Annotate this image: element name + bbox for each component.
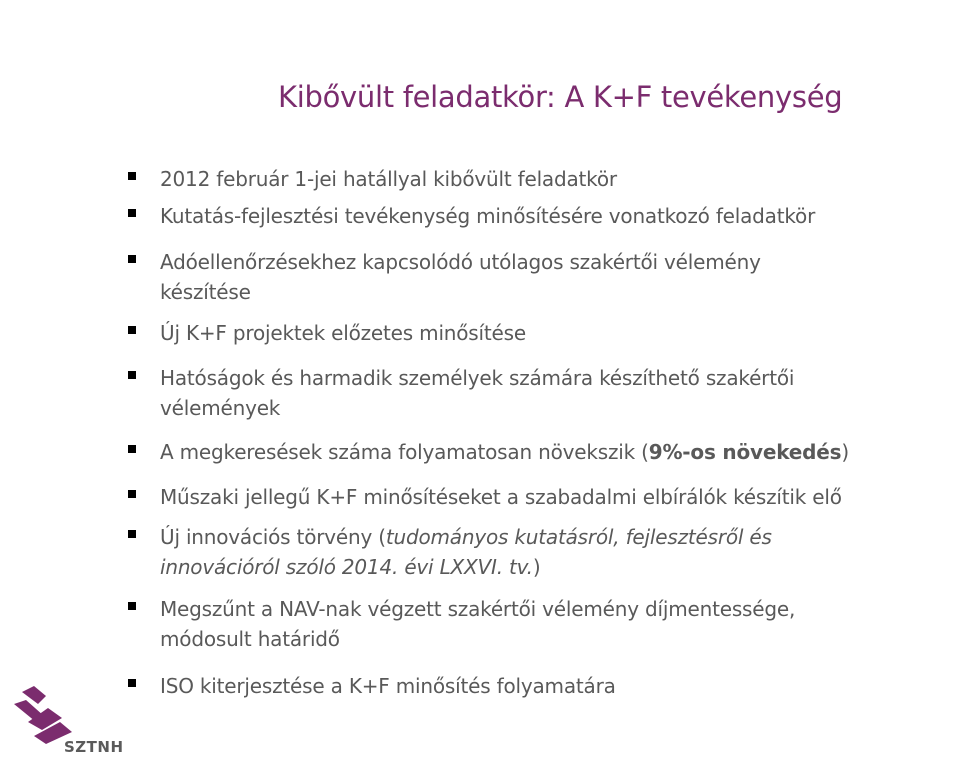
- bullet-line: Kutatás-fejlesztési tevékenység minősítésére vonatkozó feladatkör: [160, 204, 816, 228]
- bullet-text: [160, 594, 960, 654]
- list-item: [128, 164, 960, 194]
- list-item: [128, 522, 960, 582]
- list-item: [128, 247, 960, 307]
- bullet-text: [160, 437, 960, 467]
- bullet-line: vélemények: [160, 396, 281, 420]
- bullet-text-emphasis: innovációról szóló 2014. évi LXXVI. tv.: [160, 555, 533, 579]
- bullet-line: [160, 522, 960, 552]
- bullet-square-icon: [128, 209, 136, 217]
- bullet-square-icon: [128, 326, 136, 334]
- list-item: [128, 594, 960, 654]
- list-item: [128, 201, 960, 231]
- bullet-square-icon: [128, 172, 136, 180]
- bullet-line: [160, 552, 960, 582]
- bullet-line: ISO kiterjesztése a K+F minősítés folyamatára: [160, 674, 616, 698]
- bullet-square-icon: [128, 602, 136, 610]
- bullet-square-icon: [128, 445, 136, 453]
- bullet-square-icon: [128, 679, 136, 687]
- list-item: [128, 318, 960, 348]
- bullet-text: [160, 201, 960, 231]
- bullet-text: [160, 522, 960, 582]
- bullet-line: Hatóságok és harmadik személyek számára készíthető szakértői: [160, 366, 795, 390]
- bullet-square-icon: [128, 490, 136, 498]
- bullet-text-prefix: Új innovációs törvény (: [160, 525, 386, 549]
- bullet-text-suffix: ): [532, 555, 541, 579]
- bullet-text: [160, 482, 960, 512]
- logo-text: SZTNH: [64, 738, 124, 756]
- list-item: [128, 671, 960, 701]
- bullet-line: Új K+F projektek előzetes minősítése: [160, 321, 526, 345]
- bullet-line: Adóellenőrzésekhez kapcsolódó utólagos szakértői vélemény: [160, 250, 761, 274]
- bullet-line: Megszűnt a NAV-nak végzett szakértői vélemény díjmentessége,: [160, 597, 796, 621]
- slide-title: Kibővült feladatkör: A K+F tevékenység: [278, 80, 843, 114]
- bullet-square-icon: [128, 530, 136, 538]
- list-item: [128, 363, 960, 423]
- bullet-text-prefix: A megkeresések száma folyamatosan növekszik (: [160, 440, 649, 464]
- bullet-text-suffix: ): [841, 440, 849, 464]
- bullet-text-strong: 9%-os növekedés: [648, 440, 842, 464]
- bullet-line: Műszaki jellegű K+F minősítéseket a szabadalmi elbírálók készítik elő: [160, 485, 842, 509]
- bullet-line: módosult határidő: [160, 627, 340, 651]
- bullet-line: 2012 február 1-jei hatállyal kibővült feladatkör: [160, 167, 617, 191]
- bullet-text: [160, 363, 960, 423]
- bullet-line: készítése: [160, 280, 251, 304]
- bullet-text: [160, 671, 960, 701]
- bullet-square-icon: [128, 255, 136, 263]
- bullet-text: [160, 247, 960, 307]
- list-item: [128, 482, 960, 512]
- bullet-square-icon: [128, 371, 136, 379]
- bullet-line: [160, 437, 960, 467]
- bullet-text: [160, 164, 960, 194]
- list-item: [128, 437, 960, 467]
- bullet-text-emphasis: tudományos kutatásról, fejlesztésről és: [385, 525, 772, 549]
- bullet-text: [160, 318, 960, 348]
